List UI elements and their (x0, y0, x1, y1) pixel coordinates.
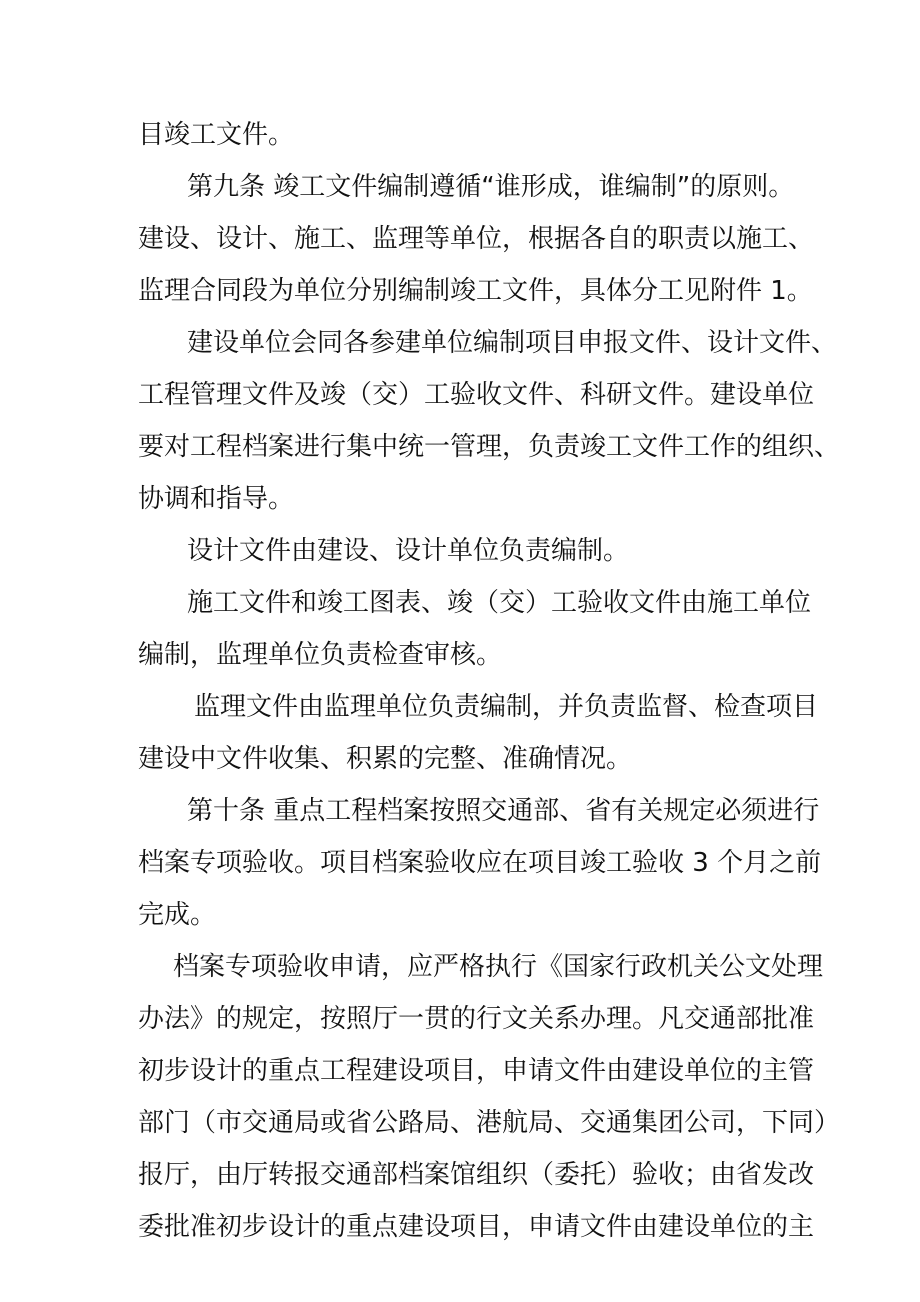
text-line: 编制，监理单位负责检查审核。 (138, 640, 503, 670)
text-line: 要对工程档案进行集中统一管理，负责竣工文件工作的组织、 (138, 432, 841, 462)
text-line: 部门（市交通局或省公路局、港航局、交通集团公司，下同） (138, 1108, 841, 1138)
text-line: 委批准初步设计的重点建设项目，申请文件由建设单位的主 (138, 1212, 815, 1242)
text-line: 施工文件和竣工图表、竣（交）工验收文件由施工单位 (187, 588, 812, 618)
text-line: 目竣工文件。 (138, 120, 295, 150)
text-line: 报厅，由厅转报交通部档案馆组织（委托）验收；由省发改 (138, 1160, 815, 1190)
text-line: 监理合同段为单位分别编制竣工文件，具体分工见附件 1。 (138, 276, 813, 306)
text-line: 初步设计的重点工程建设项目，申请文件由建设单位的主管 (138, 1056, 815, 1086)
text-line: 工程管理文件及竣（交）工验收文件、科研文件。建设单位 (138, 380, 815, 410)
text-line: 第九条 竣工文件编制遵循“谁形成，谁编制”的原则。 (187, 172, 795, 202)
text-line: 档案专项验收申请，应严格执行《国家行政机关公文处理 (173, 952, 824, 982)
text-line: 第十条 重点工程档案按照交通部、省有关规定必须进行 (187, 796, 820, 826)
text-line: 建设中文件收集、积累的完整、准确情况。 (138, 744, 633, 774)
text-line: 设计文件由建设、设计单位负责编制。 (187, 536, 630, 566)
text-line: 办法》的规定，按照厅一贯的行文关系办理。凡交通部批准 (138, 1004, 815, 1034)
text-line: 完成。 (138, 900, 217, 930)
text-line: 建设单位会同各参建单位编制项目申报文件、设计文件、 (187, 328, 838, 358)
text-line: 建设、设计、施工、监理等单位，根据各自的职责以施工、 (138, 224, 815, 254)
text-line: 协调和指导。 (138, 484, 295, 514)
text-line: 监理文件由监理单位负责编制，并负责监督、检查项目 (194, 692, 819, 722)
text-line: 档案专项验收。项目档案验收应在项目竣工验收 3 个月之前 (138, 848, 822, 878)
